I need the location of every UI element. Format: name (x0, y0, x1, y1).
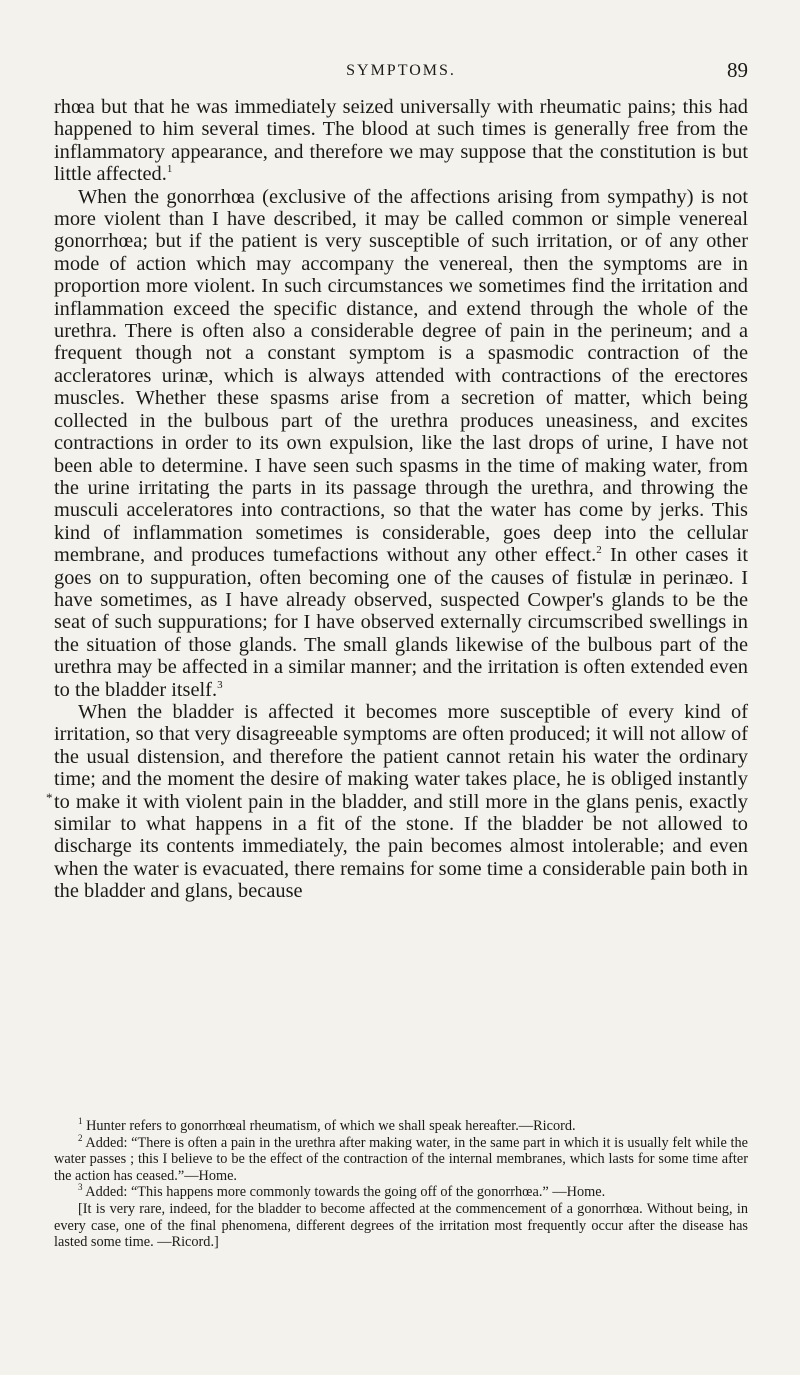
page-number: 89 (727, 58, 748, 82)
footnote-mark: 3 (78, 1182, 83, 1193)
footnote (54, 1132, 748, 1185)
footnote-text: Added: “There is often a pain in the urethra after making water, in the same part in which it is usually felt while the water passes ; this I believe to be the effect of the contraction of the internal membranes, which lasts for some time after the action has ceased.”—Home. (54, 1134, 748, 1184)
paragraph (54, 96, 748, 186)
paragraph (54, 701, 748, 903)
footnote-text: Added: “This happens more commonly towards the going off of the gonorrhœa.” —Home. (82, 1184, 606, 1201)
footnote-ref: 2 (596, 544, 602, 557)
margin-mark: * (46, 790, 53, 805)
footnote (54, 1118, 748, 1135)
footnotes (54, 1118, 748, 1251)
running-header (54, 60, 748, 86)
paragraph-text: When the bladder is affected it becomes more susceptible of every kind of irritation, so that very disagreeable symptoms are often produced; it will not allow of the usual distension, and therefore the patient cannot retain his water the ordinary time; and the moment the desire of making water takes place, he is obliged instantly to make it with violent pain in the bladder, and still more in the glans penis, exactly similar to what happens in a fit of the stone. If the bladder be not allowed to discharge its contents immediately, the pain becomes almost intolerable; and even when the water is evacuated, there remains for some time a considerable pain both in the bladder and glans, because (54, 700, 748, 903)
footnote-text: Hunter refers to gonorrhœal rheumatism, of which we shall speak hereafter.—Ricord. (82, 1118, 576, 1134)
footnote-text: [It is very rare, indeed, for the bladder to become affected at the commencement of a gonorrhœa. Without being, in every case, one of the final phenomena, different degrees of the irritation most frequently occur after the disease has lasted some time. —Ricord.] (54, 1200, 748, 1251)
paragraph-text: When the gonorrhœa (exclusive of the affections arising from sympathy) is not more violent than I have described, it may be called common or simple venereal gonorrhœa; but if the patient is very susceptible of such irritation, or of any other mode of action which may accompany the venereal, then the symptoms are in proportion more violent. In such circumstances we sometimes find the irritation and inflammation exceed the specific distance, and extend through the whole of the urethra. There is often also a considerable degree of pain in the perineum; and a frequent though not a constant symptom is a spasmodic contraction of the accleratores urinæ, which is always attended with contractions of the erectores muscles. Whether these spasms arise from a secretion of matter, which being collected in the bulbous part of the urethra produces uneasiness, and excites contractions in order to its own expulsion, like the last drops of urine, I have not been able to determine. I have seen such spasms in the time of making water, from the urine irritating the parts in its passage through the urethra, and throwing the musculi acceleratores into contractions, so that the water has come by jerks. This kind of inflammation sometimes is considerable, goes deep into the cellular membrane, and produces tumefactions without any other effect. (54, 185, 748, 567)
footnote-ref: 1 (166, 163, 173, 176)
footnote-mark: 2 (78, 1132, 83, 1143)
paragraph-text: rhœa but that he was immediately seized universally with rheumatic pains; this had happened to him several times. The blood at such times is generally free from the inflammatory appearance, and therefore we may suppose that the constitution is but little affected. (54, 96, 748, 186)
body-text (54, 96, 748, 903)
footnote-mark: 1 (78, 1116, 83, 1127)
running-title: SYMPTOMS. (346, 62, 456, 79)
paragraph (54, 186, 748, 701)
footnote-ref: 3 (217, 678, 223, 691)
footnote (54, 1201, 748, 1251)
footnote (54, 1184, 748, 1201)
paragraph-text: In other cases it goes on to suppuration, often becoming one of the causes of fistulæ in perinæo. I have sometimes, as I have already observed, suspected Cowper's glands to be the seat of such suppurations; for I have observed externally circumscribed swellings in the situation of those glands. The small glands likewise of the bulbous part of the urethra may be affected in a similar manner; and the irritation is often extended even to the bladder itself. (54, 544, 748, 701)
